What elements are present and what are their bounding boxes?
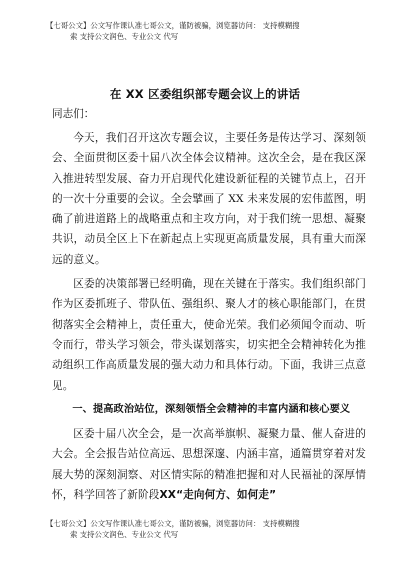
watermark-footer-line1: 【七哥公文】公文写作课认准七哥公文，谨防被骗，浏览器访问： 支持模糊搜 bbox=[46, 519, 300, 528]
document-body bbox=[52, 104, 366, 505]
watermark-header-line2: 索 支持公文润色、专业公文 代写 bbox=[70, 32, 179, 41]
watermark-footer-line2: 索 支持公文润色、专业公文 代写 bbox=[70, 530, 179, 539]
section-paragraph-quote: XX“走向何方、如何走” bbox=[159, 489, 277, 502]
watermark-header-line1: 【七哥公文】公文写作课认准七哥公文，谨防被骗，浏览器访问： 支持模糊搜 bbox=[46, 21, 300, 30]
paragraph-section-1 bbox=[52, 424, 366, 505]
document-title: 在 XX 区委组织部专题会议上的讲话 bbox=[109, 87, 301, 101]
section-heading-1: 一、提高政治站位，深刻领悟全会精神的丰富内涵和核心要义 bbox=[72, 403, 351, 415]
section-paragraph-text: 区委十届八次全会，是一次高举旗帜、凝聚力量、催人奋进的大会。全会报告站位高远、思想深邃、内涵丰富，通篇贯穿着对发展大势的深刻洞察、对区情实际的精准把握和对人民福祉的深厚情怀，科学回答了新阶段 bbox=[52, 428, 366, 502]
paragraph-task: 区委的决策部署已经明确，现在关键在于落实。我们组织部门作为区委抓班子、带队伍、强组织、聚人才的核心职能部门，在贯彻落实全会精神上，责任重大，使命光荣。我们必须闻令而动、听令而行，带头学习领会，带头谋划落实，切实把全会精神转化为推动组织工作高质量发展的强大动力和具体行动。下面，我讲三点意见。 bbox=[52, 278, 366, 392]
salutation: 同志们： bbox=[52, 108, 95, 120]
watermark-footer bbox=[46, 518, 376, 540]
paragraph-intro: 今天，我们召开这次专题会议，主要任务是传达学习、深刻领会、全面贯彻区委十届八次全体会议精神。这次全会，是在我区深入推进转型发展、奋力开启现代化建设新征程的关键节点上，召开的一次十分重要的会议。全会擘画了 XX 未来发展的宏伟蓝图，明确了前进道路上的战略重点和主攻方向，对于我们统一思想、凝聚共识，动员全区上下在新起点上实现更高质量发展，具有重大而深远的意义。 bbox=[52, 132, 366, 266]
watermark-header bbox=[46, 20, 376, 42]
